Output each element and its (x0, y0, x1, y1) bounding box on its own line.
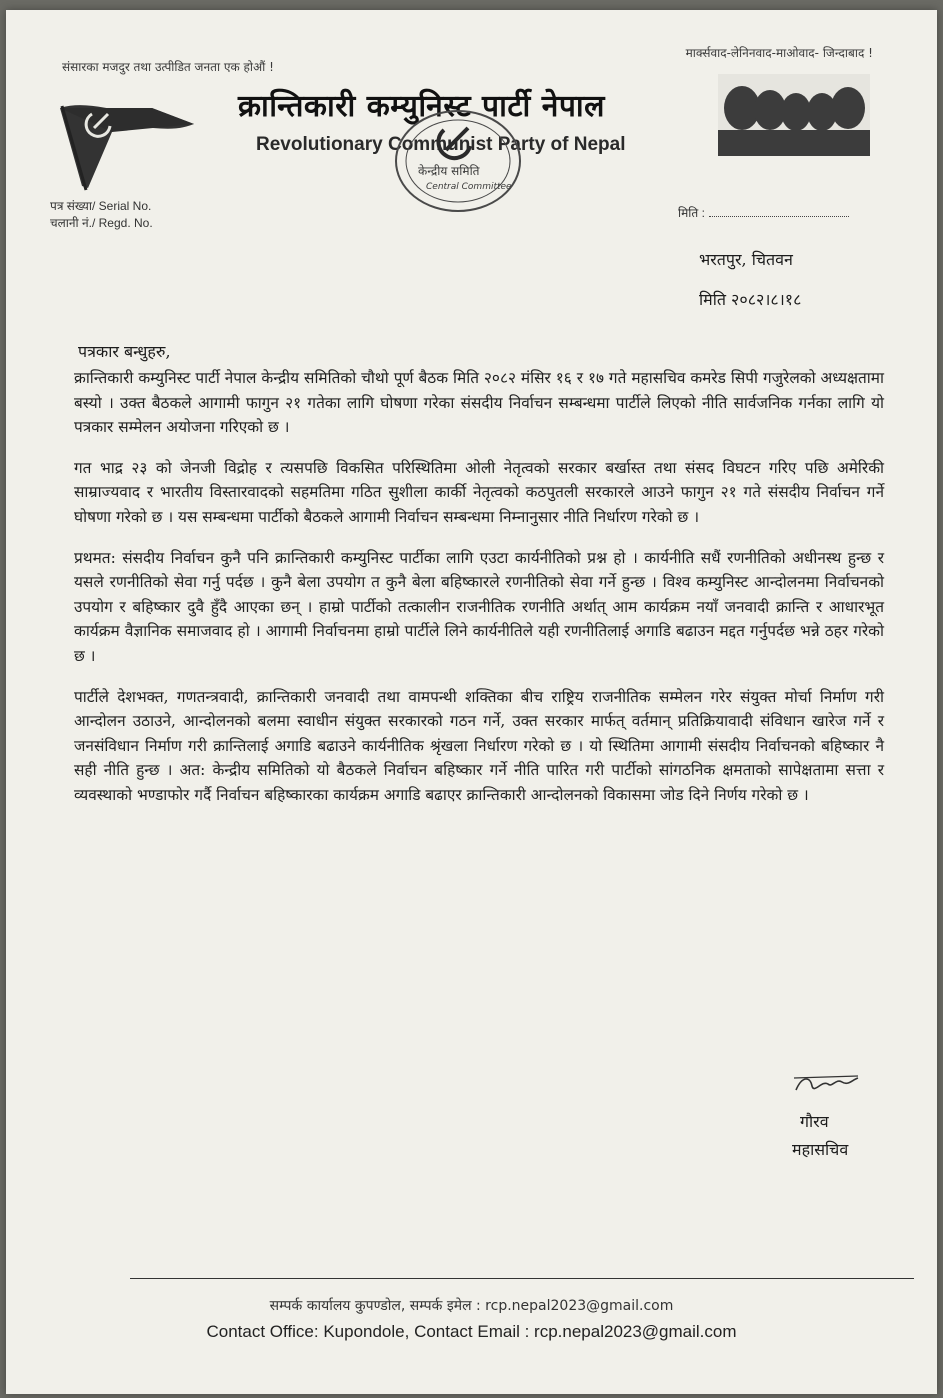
date-dotted-line (709, 206, 849, 217)
party-title-english: Revolutionary Communist Party of Nepal (256, 134, 626, 155)
letter-place: भरतपुर, चितवन (699, 250, 793, 269)
seal-text-en: Central Committee (426, 182, 512, 192)
regd-label: चलानी नं./ Regd. No. (50, 216, 153, 230)
footer-divider (130, 1278, 914, 1279)
letter-page (6, 10, 937, 1394)
slogan-right: मार्क्सवाद-लेनिनवाद-माओवाद- जिन्दाबाद ! (685, 46, 873, 60)
letter-body (74, 366, 884, 824)
date-field (678, 204, 849, 221)
date-label: मिति : (678, 206, 705, 220)
party-title-nepali: क्रान्तिकारी कम्युनिस्ट पार्टी नेपाल (238, 89, 606, 124)
seal-text: केन्द्रीय समिति (418, 164, 480, 178)
seal-icon (388, 104, 528, 218)
paragraph: गत भाद्र २३ को जेनजी विद्रोह र त्यसपछि विकसित परिस्थितिमा ओली नेतृत्वको सरकार बर्खास्त तथा संसद विघटन गरिए पछि अमेरिकी साम्राज्यवाद र भारतीय विस्तारवादको सहमतिमा गठित सुशीला कार्की नेतृत्वको कठपुतली सरकारले आउने फागुन २१ गते संसदीय निर्वाचन गर्ने घोषणा गरेको छ । यस सम्बन्धमा पार्टीको बैठकले आगामी निर्वाचन सम्बन्धमा निम्नानुसार नीति निर्धारण गरेको छ । (74, 458, 884, 526)
party-seal (388, 104, 528, 218)
signatory-name: गौरव (800, 1112, 829, 1131)
serial-label: पत्र संख्या/ Serial No. (50, 199, 152, 213)
paragraph: पार्टीले देशभक्त, गणतन्त्रवादी, क्रान्तिकारी जनवादी तथा वामपन्थी शक्तिका बीच राष्ट्रिय राजनीतिक सम्मेलन गरेर संयुक्त मोर्चा निर्माण गरी आन्दोलन उठाउने, आन्दोलनको बलमा स्वाधीन संयुक्त सरकारको गठन गर्ने, उक्त सरकार मार्फत् वर्तमान् प्रतिक्रियावादी संविधान खारेज गर्ने र जनसंविधान निर्माण गरी क्रान्तिलाई अगाडि बढाउने कार्यनीतिक श्रृंखला निर्धारण गरेको छ । यो स्थितिमा आगामी संसदीय निर्वाचनको बहिष्कार नै सही नीति हुन्छ । अत: केन्द्रीय समितिको यो बैठकले निर्वाचन बहिष्कार गर्ने नीति पारित गरी पार्टीको सांगठनिक क्षमताको सापेक्षतामा सत्ता र व्यवस्थाको भण्डाफोर गर्दै निर्वाचन बहिष्कारका कार्यक्रम अगाडि बढाएर क्रान्तिकारी आन्दोलनको विकासमा जोड दिने निर्णय गरेको छ । (74, 687, 884, 804)
paragraph: क्रान्तिकारी कम्युनिस्ट पार्टी नेपाल केन्द्रीय समितिको चौथो पूर्ण बैठक मिति २०८२ मंसिर १६ र १७ गते महासचिव कमरेड सिपी गजुरेलको अध्यक्षतामा बस्यो । उक्त बैठकले आगामी फागुन २१ गतेका लागि घोषणा गरेका संसदीय निर्वाचन सम्बन्धमा पार्टीले लिएको नीति सार्वजनिक गर्नका लागि यो पत्रकार सम्मेलन अयोजना गरिएको छ । (74, 369, 884, 437)
slogan-left: संसारका मजदुर तथा उत्पीडित जनता एक होऔं ! (62, 60, 274, 74)
footer-contact-english: Contact Office: Kupondole, Contact Email : rcp.nepal2023@gmail.com (206, 1322, 737, 1341)
party-flag-icon (52, 96, 202, 196)
serial-block (50, 198, 153, 232)
salutation: पत्रकार बन्धुहरु, (78, 342, 171, 361)
signature-icon (792, 1072, 862, 1098)
signatory-title: महासचिव (792, 1140, 849, 1159)
letter-date: मिति २०८२।८।१८ (699, 290, 802, 309)
paragraph: प्रथमत: संसदीय निर्वाचन कुनै पनि क्रान्तिकारी कम्युनिस्ट पार्टीका लागि एउटा कार्यनीतिको प्रश्न हो । कार्यनीति सधैं रणनीतिको अधीनस्थ हुन्छ र यसले रणनीतिको सेवा गर्नु पर्दछ । कुनै बेला उपयोग त कुनै बेला बहिष्कारले रणनीतिको सेवा गर्ने हुन्छ । विश्व कम्युनिस्ट आन्दोलनमा निर्वाचनको उपयोग र बहिष्कार दुवै हुँदै आएका छन् । हाम्रो पार्टीको तत्कालीन राजनीतिक रणनीति अर्थात् आम कार्यक्रम नयाँ जनवादी क्रान्ति र आधारभूत कार्यक्रम वैज्ञानिक समाजवाद हो । आगामी निर्वाचनमा हाम्रो पार्टीले लिने कार्यनीतिले यही रणनीतिलाई अगाडि बढाउन मद्दत गर्नुपर्दछ भन्ने ठहर गरेको छ । (74, 548, 884, 665)
footer-contact-nepali: सम्पर्क कार्यालय कुपण्डोल, सम्पर्क इमेल : rcp.nepal2023@gmail.com (269, 1298, 674, 1314)
leaders-portrait-icon (718, 74, 870, 156)
